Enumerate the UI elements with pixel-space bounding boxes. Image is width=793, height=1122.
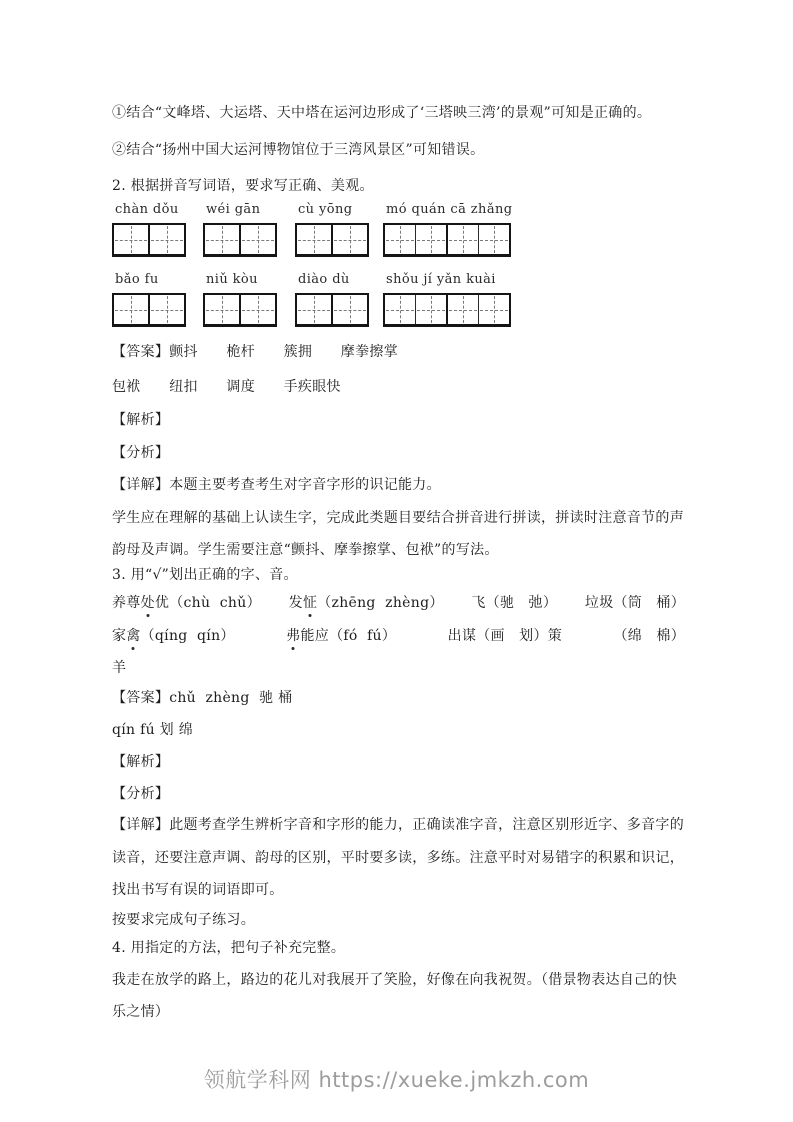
explanation-line-1: ①结合“文峰塔、大运塔、天中塔在运河边形成了‘三塔映三湾’的景观”可知是正确的。: [112, 105, 652, 121]
option-text: （qíng qín）: [140, 628, 235, 644]
pinyin-grid-group: [112, 272, 186, 327]
option-text: 能应（fó fú）: [300, 628, 397, 644]
writing-cell: [205, 295, 239, 324]
option-text: （zhēng zhèng）: [317, 595, 444, 611]
q3-jiexi-label: 【解析】: [112, 754, 170, 770]
pinyin-label: wéi gān: [206, 202, 261, 217]
q3-option: 垃圾（筒 桶）: [584, 595, 685, 611]
writing-grid-2cell: [112, 293, 186, 327]
q3-option: [112, 626, 235, 646]
answer-label: 【答案】: [112, 690, 170, 706]
pinyin-grid-group: [112, 202, 186, 257]
pinyin-label: niǔ kòu: [206, 272, 258, 287]
pinyin-grid-group: [295, 272, 369, 327]
option-text: 养尊: [112, 595, 141, 611]
writing-cell: [478, 295, 509, 324]
pinyin-grid-group: [383, 272, 511, 327]
q2-detail-line-3: 韵母及声调。学生需要注意“颤抖、摩拳擦掌、包袱”的写法。: [112, 542, 499, 558]
emphasized-char: 处: [140, 595, 155, 611]
writing-cell: [205, 225, 239, 254]
writing-cell: [148, 225, 184, 254]
q2-answer-line-2: 包袱 纽扣 调度 手疾眼快: [112, 379, 341, 395]
writing-grid-2cell: [295, 293, 369, 327]
answer-text: 颤抖 桅杆 簇拥 摩拳擦掌: [169, 344, 399, 360]
q3-detail-line-1: 【详解】此题考查学生辨析字音和字形的能力，正确读准字音，注意区别形近字、多音字的: [112, 817, 684, 833]
option-text: 家: [112, 628, 127, 644]
q3-option: 飞（驰 弛）: [471, 595, 558, 611]
answer-label: 【答案】: [112, 344, 170, 360]
writing-grid-2cell: [295, 223, 369, 257]
option-text: 优（chù chǔ）: [154, 595, 261, 611]
writing-cell: [415, 295, 446, 324]
question-4-prompt: 4. 用指定的方法，把句子补充完整。: [112, 940, 346, 956]
pinyin-label: bǎo fu: [115, 272, 159, 287]
q3-option: [286, 626, 396, 646]
q2-jiexi-label: 【解析】: [112, 412, 170, 428]
answer-text: chǔ zhèng 驰 桶: [169, 690, 293, 706]
pinyin-label: shǒu jí yǎn kuài: [386, 272, 496, 287]
option-text: 发: [288, 595, 303, 611]
q3-option: [289, 593, 444, 613]
pinyin-grid-row-2: [112, 272, 511, 327]
watermark-footer: 领航学科网 https://xueke.jmkzh.com: [203, 1068, 590, 1092]
q2-detail-line-2: 学生应在理解的基础上认读生字，完成此类题目要结合拼音进行拼读，拼读时注意音节的声: [112, 510, 684, 526]
emphasized-char: 禽: [126, 628, 141, 644]
writing-grid-2cell: [203, 293, 277, 327]
writing-grid-2cell: [112, 223, 186, 257]
q3-detail-line-2: 读音，还要注意声调、韵母的区别，平时要多读，多练。注意平时对易错字的积累和识记，: [112, 850, 684, 866]
writing-cell: [239, 295, 275, 324]
q3-option: [112, 593, 261, 613]
writing-cell: [385, 295, 415, 324]
writing-cell: [385, 225, 415, 254]
writing-cell: [415, 225, 446, 254]
pinyin-label: diào dù: [298, 272, 350, 287]
pinyin-label: cù yōng: [298, 202, 353, 217]
writing-grid-2cell: [203, 223, 277, 257]
q4-sentence-line-1: 我走在放学的路上，路边的花儿对我展开了笑脸，好像在向我祝贺。（借景物表达自己的快: [112, 972, 677, 988]
writing-cell: [331, 225, 367, 254]
writing-cell: [331, 295, 367, 324]
writing-cell: [239, 225, 275, 254]
q4-sentence-line-2: 乐之情）: [112, 1004, 170, 1020]
writing-cell: [478, 225, 509, 254]
q2-detail-line-1: 【详解】本题主要考查考生对字音字形的识记能力。: [112, 477, 441, 493]
q3-answer-line-2: qín fú 划 绵: [112, 722, 194, 738]
pinyin-grid-row-1: [112, 202, 512, 257]
question-2-prompt: 2. 根据拼音写词语，要求写正确、美观。: [112, 178, 374, 194]
q3-fenxi-label: 【分析】: [112, 786, 170, 802]
writing-grid-4cell: [383, 223, 511, 257]
explanation-line-2: ②结合“扬州中国大运河博物馆位于三湾风景区”可知错误。: [112, 142, 485, 158]
question-3-prompt: 3. 用“√”划出正确的字、音。: [112, 567, 298, 583]
q2-fenxi-label: 【分析】: [112, 445, 170, 461]
q2-answer-line-1: [112, 342, 398, 362]
q3-detail-line-3: 找出书写有误的词语即可。: [112, 882, 284, 898]
section-note: 按要求完成句子练习。: [112, 912, 255, 928]
writing-cell: [297, 295, 331, 324]
writing-cell: [446, 295, 478, 324]
pinyin-label: chàn dǒu: [115, 202, 179, 217]
q3-options-row-3: 羊: [112, 660, 127, 676]
pinyin-grid-group: [203, 272, 277, 327]
emphasized-char: 怔: [302, 595, 318, 611]
q3-options-row-2: [112, 626, 685, 646]
pinyin-label: mó quán cā zhǎng: [386, 202, 513, 217]
pinyin-grid-group: [295, 202, 369, 257]
writing-cell: [297, 225, 331, 254]
q3-option: 出谋（画 划）策: [447, 628, 563, 644]
q3-option: （绵 棉）: [613, 628, 685, 644]
q3-answer-line-1: [112, 688, 292, 708]
q3-options-row-1: [112, 593, 685, 613]
pinyin-grid-group: [203, 202, 277, 257]
writing-cell: [114, 225, 148, 254]
writing-cell: [148, 295, 184, 324]
writing-cell: [114, 295, 148, 324]
emphasized-char: 弗: [286, 628, 301, 644]
pinyin-grid-group: [383, 202, 512, 257]
writing-cell: [446, 225, 478, 254]
writing-grid-4cell: [383, 293, 511, 327]
